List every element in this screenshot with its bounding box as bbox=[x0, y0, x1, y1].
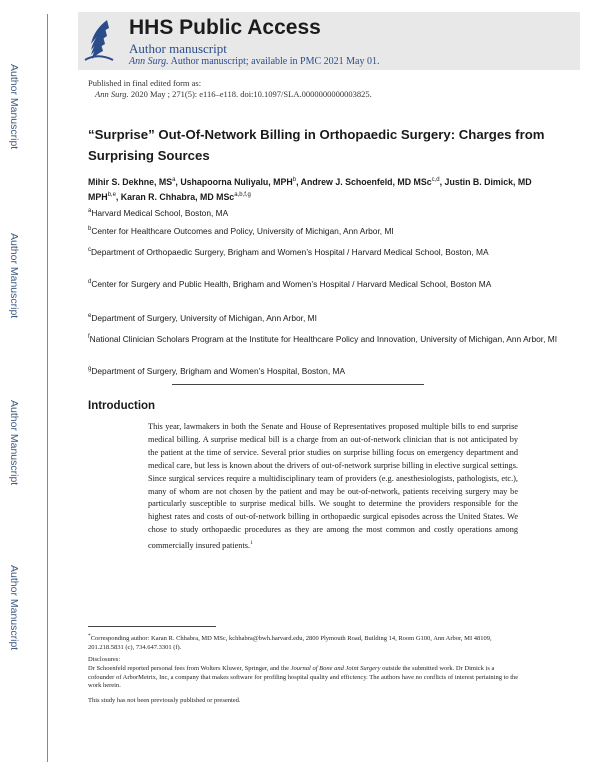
publication-statement: This study has not been previously published or presented. bbox=[88, 697, 241, 704]
disclosures-label: Disclosures: bbox=[88, 656, 121, 663]
corresponding-author-note: *Corresponding author: Karan R. Chhabra, MD MSc, kchhabra@bwh.harvard.edu, 2800 Plymouth Road, Building 14, Room G100, Ann Arbor, MI 48109, 201.218.5831 (c), 734.647.3301 (f). bbox=[88, 633, 492, 651]
affiliation-item: $^c$Department of Orthopaedic Surgery, Brigham and Women’s Hospital / Harvard Medical School, Boston, MA bbox=[88, 246, 489, 257]
side-label-author-manuscript: Author Manuscript bbox=[8, 233, 20, 319]
author-affiliation-marker: a bbox=[172, 177, 176, 183]
author-name: Justin B. Dimick, MD MPH bbox=[88, 176, 532, 202]
side-label-author-manuscript: Author Manuscript bbox=[8, 565, 20, 651]
hhs-public-access-title: HHS Public Access bbox=[129, 16, 321, 39]
margin-rule bbox=[47, 14, 48, 762]
footnote-divider bbox=[88, 626, 216, 627]
side-label-author-manuscript: Author Manuscript bbox=[8, 400, 20, 486]
author-affiliation-marker: b bbox=[292, 177, 297, 183]
author-manuscript-label: Author manuscript bbox=[129, 41, 227, 56]
author-name: Ushapoorna Nuliyalu, MPH bbox=[180, 176, 293, 187]
availability-text: Author manuscript; available in PMC 2021 May 01. bbox=[170, 56, 380, 67]
author-name: Karan R. Chhabra, MD MSc bbox=[120, 191, 235, 202]
author-affiliation-marker: b,e bbox=[107, 191, 116, 198]
article-title: “Surprise” Out-Of-Network Billing in Orthopaedic Surgery: Charges from Surprising Sources bbox=[88, 127, 545, 163]
side-label-author-manuscript: Author Manuscript bbox=[8, 64, 20, 150]
author-affiliation-marker: a,b,f,g bbox=[234, 191, 251, 198]
journal-name: Ann Surg. bbox=[129, 56, 169, 67]
affiliation-item: $^a$Harvard Medical School, Boston, MA bbox=[88, 207, 229, 218]
author-name: Mihir S. Dekhne, MS bbox=[88, 176, 173, 187]
citation-line bbox=[95, 89, 372, 99]
divider bbox=[172, 384, 424, 385]
affiliation-item: $^e$Department of Surgery, University of Michigan, Ann Arbor, MI bbox=[88, 312, 317, 323]
citation-details: 2020 May ; 271(5): e116–e118. doi:10.1097/SLA.0000000000003825. bbox=[130, 89, 372, 99]
author-name: Andrew J. Schoenfeld, MD MSc bbox=[300, 176, 432, 187]
affiliation-item: $^g$Department of Surgery, Brigham and Women’s Hospital, Boston, MA bbox=[88, 365, 346, 376]
citation-journal: Ann Surg. bbox=[95, 89, 129, 99]
affiliation-item: $^d$Center for Surgery and Public Health, Brigham and Women’s Hospital / Harvard Medical School, Boston MA bbox=[88, 278, 492, 289]
author-list: Mihir S. Dekhne, $MS^a$, Ushapoorna Nuliyalu, MPH$^b$, Andrew J. Schoenfeld, MD MSc$^{c,d}$, Justin B. Dimick, MD MPH$^{b,e}$, Karan R. Chhabra, MD MSc$^{a,b,f,g}$ bbox=[88, 176, 532, 202]
affiliation-item: $^b$Center for Healthcare Outcomes and Policy, University of Michigan, Ann Arbor, MI bbox=[88, 225, 394, 236]
published-label: Published in final edited form as: bbox=[88, 78, 202, 88]
manuscript-availability bbox=[129, 56, 379, 67]
section-heading-introduction: Introduction bbox=[88, 400, 156, 412]
reference-marker: 1 bbox=[250, 540, 253, 547]
disclosures-text: Dr Schoenfeld reported personal fees from Wolters Kluwer, Springer, and the Journal of Bone and Joint Surgery outside the submitted work. Dr Dimick is a cofounder of ArborMetrix, Inc, a company that makes software for profiling hospital quality and efficiency. The authors have no conflicts of interest pertaining to the work herein. bbox=[88, 665, 519, 690]
author-affiliation-marker: c,d bbox=[431, 177, 440, 183]
affiliation-item: $^f$National Clinician Scholars Program at the Institute for Healthcare Policy and Innovation, University of Michigan, Ann Arbor, MI bbox=[88, 333, 558, 344]
introduction-paragraph: This year, lawmakers in both the Senate and House of Representatives proposed multiple bills to end surprise medical billing. A surprise medical bill is a charge from an out-of-network clinician that is not anticipated by the patient at the time of service. Several prior studies on surprise billing focus on emergency department and medical care, but less is known about the drivers of out-of-network surprise billing in elective surgical settings. Since surgical services require a multidisciplinary team of providers (e.g. anesthesiologists, pathologists, etc.), many of whom are not chosen by the patient and may be out-of-network, patients receiving surgery may be particularly susceptible to surprise medical bills. We sought to determine the providers responsible for the highest rates and costs of out-of-network billing in orthopaedic surgical episodes across the United States. We chose to study orthopaedic procedures as they are among the most common and costly operations among commercially insured patients.$^1$ bbox=[148, 422, 518, 550]
hhs-eagle-logo bbox=[82, 16, 116, 66]
